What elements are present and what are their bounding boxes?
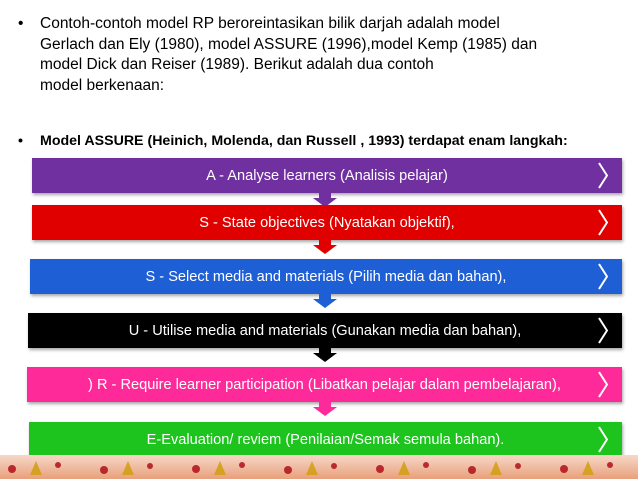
arrow-down-icon [312, 346, 338, 362]
chevron-right-icon [598, 162, 608, 189]
arrow-down-icon [312, 292, 338, 308]
bullet-dot: • [18, 133, 23, 149]
step-utilise-media [28, 313, 622, 348]
arrow-down-icon [312, 400, 338, 416]
step-analyse-learners [32, 158, 622, 193]
step-label: S - State objectives (Nyatakan objektif), [199, 214, 455, 231]
step-label: ) R - Require learner participation (Libatkan pelajar dalam pembelajaran), [88, 376, 561, 393]
bullet-dot: • [18, 15, 24, 32]
arrow-down-icon [312, 238, 338, 254]
step-label: E-Evaluation/ reviem (Penilaian/Semak semula bahan). [146, 431, 505, 448]
step-label: S - Select media and materials (Pilih media dan bahan), [145, 268, 507, 285]
bullet-intro-text: Contoh-contoh model RP beroreintasikan bilik darjah adalah model Gerlach dan Ely (1980), model ASSURE (1996),model Kemp (1985) dan model Dick dan Reiser (1989). Berikut adalah dua contoh model berkenaan: [40, 15, 538, 94]
chevron-right-icon [598, 317, 608, 344]
step-require-participation [27, 367, 622, 402]
chevron-right-icon [598, 263, 608, 290]
chevron-right-icon [598, 426, 608, 453]
step-label: U - Utilise media and materials (Gunakan media dan bahan), [128, 322, 522, 339]
step-select-media [30, 259, 622, 294]
chevron-right-icon [598, 209, 608, 236]
chevron-right-icon [598, 371, 608, 398]
step-state-objectives [32, 205, 622, 240]
bullet-assure-text: Model ASSURE (Heinich, Molenda, dan Russell , 1993) terdapat enam langkah: [40, 133, 568, 149]
step-evaluation-review [29, 422, 622, 457]
step-label: A - Analyse learners (Analisis pelajar) [206, 167, 448, 184]
decorative-border [0, 455, 638, 479]
